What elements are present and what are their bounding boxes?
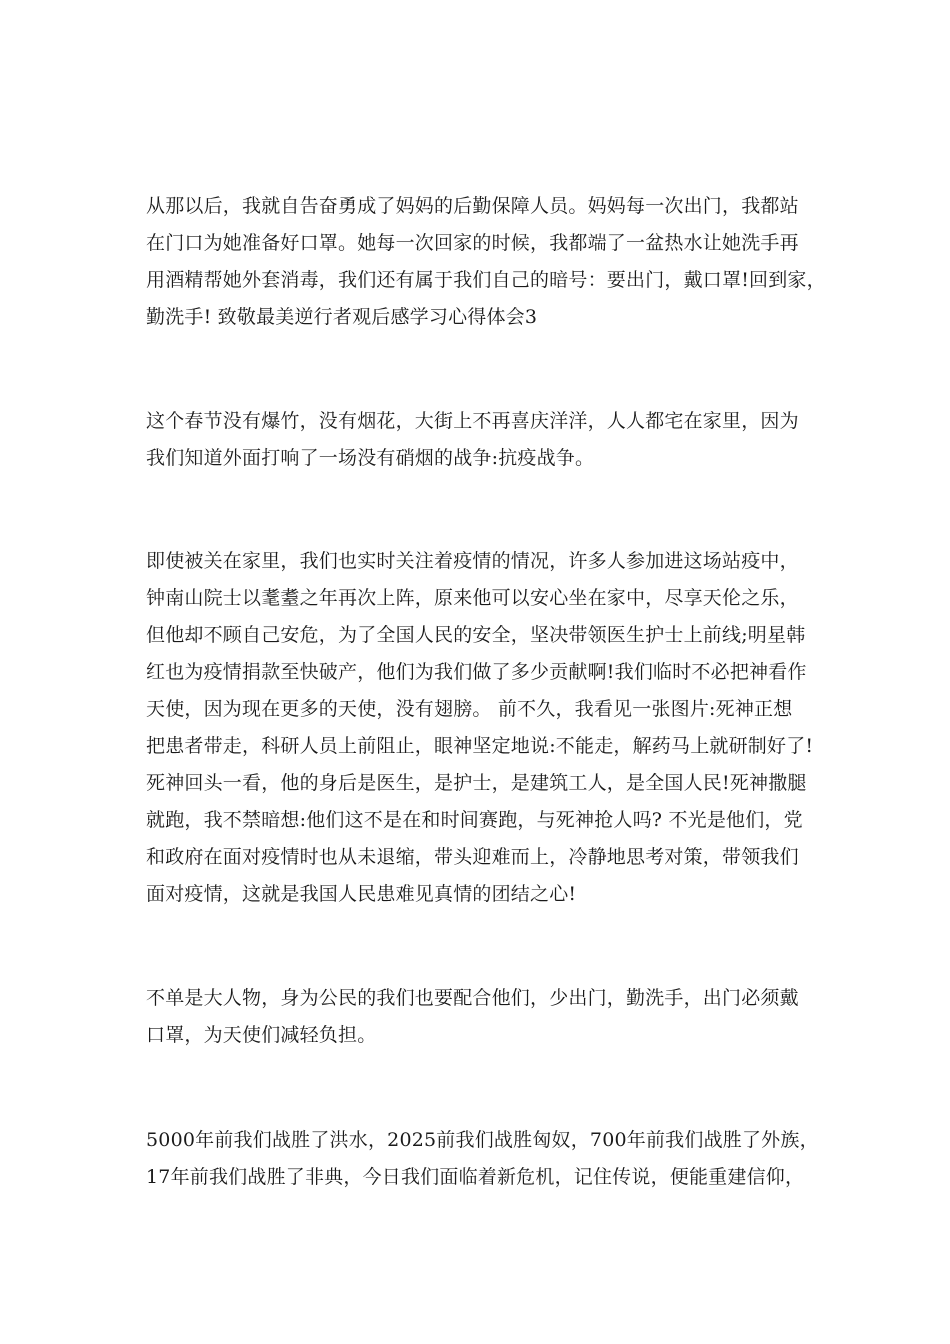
text-line: 我们知道外面打响了一场没有硝烟的战争:抗疫战争。 (146, 447, 595, 469)
text-line: 在门口为她准备好口罩。她每一次回家的时候，我都端了一盆热水让她洗手再 (146, 232, 799, 254)
text-line: 但他却不顾自己安危，为了全国人民的安全，坚决带领医生护士上前线;明星韩 (146, 624, 806, 646)
text-line: 5000年前我们战胜了洪水，2025前我们战胜匈奴，700年前我们战胜了外族， (146, 1129, 819, 1151)
text-line: 这个春节没有爆竹，没有烟花，大街上不再喜庆洋洋，人人都宅在家里，因为 (146, 410, 799, 432)
text-line: 用酒精帮她外套消毒，我们还有属于我们自己的暗号：要出门，戴口罩!回到家， (146, 269, 826, 291)
text-line: 即使被关在家里，我们也实时关注着疫情的情况，许多人参加进这场站疫中， (146, 550, 799, 572)
text-line: 口罩，为天使们减轻负担。 (146, 1024, 377, 1046)
text-line: 不单是大人物，身为公民的我们也要配合他们，少出门，勤洗手，出门必须戴 (146, 987, 799, 1009)
text-line: 17年前我们战胜了非典，今日我们面临着新危机，记住传说，便能重建信仰， (146, 1166, 805, 1188)
text-line: 和政府在面对疫情时也从未退缩，带头迎难而上，冷静地思考对策，带领我们 (146, 846, 799, 868)
text-line: 把患者带走，科研人员上前阻止，眼神坚定地说:不能走，解药马上就研制好了! (146, 735, 814, 757)
text-line: 天使，因为现在更多的天使，没有翅膀。 前不久，我看见一张图片:死神正想 (146, 698, 793, 720)
text-line: 钟南山院士以耄耋之年再次上阵，原来他可以安心坐在家中，尽享天伦之乐， (146, 587, 799, 609)
text-line: 红也为疫情捐款至快破产，他们为我们做了多少贡献啊!我们临时不必把神看作 (146, 661, 807, 683)
text-line: 死神回头一看，他的身后是医生，是护士，是建筑工人，是全国人民!死神撒腿 (146, 772, 807, 794)
text-line: 面对疫情，这就是我国人民患难见真情的团结之心! (146, 883, 577, 905)
text-line: 从那以后，我就自告奋勇成了妈妈的后勤保障人员。妈妈每一次出门，我都站 (146, 195, 799, 217)
text-line: 勤洗手! 致敬最美逆行者观后感学习心得体会3 (146, 306, 538, 328)
text-line: 就跑，我不禁暗想:他们这不是在和时间赛跑，与死神抢人吗? 不光是他们，党 (146, 809, 803, 831)
